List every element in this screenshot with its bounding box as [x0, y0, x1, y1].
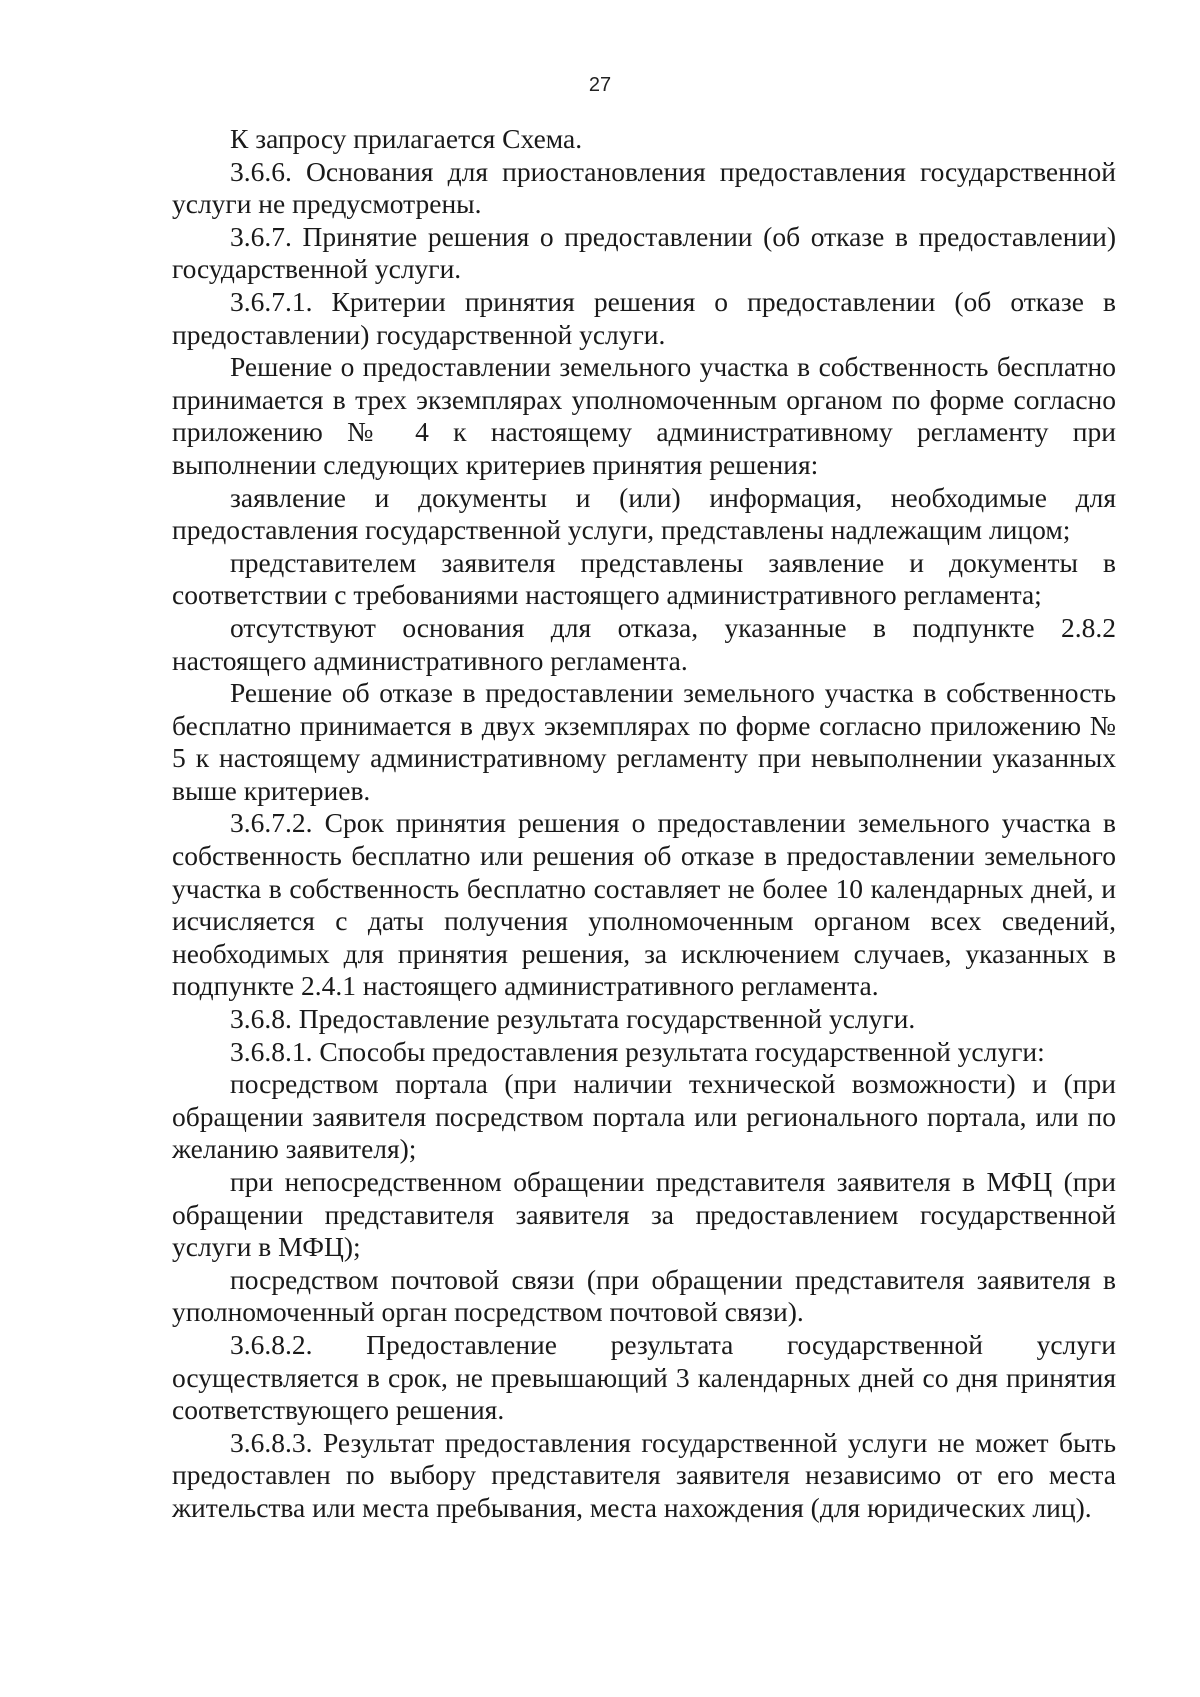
paragraph-decision-refusal: Решение об отказе в предоставлении земельного участка в собственность бесплатно принимается в двух экземплярах по форме согласно приложению № 5 к настоящему административному регламенту при невыполнении указанных выше критериев. [172, 677, 1116, 806]
paragraph-3-6-7-2: 3.6.7.2. Срок принятия решения о предоставлении земельного участка в собственность бесплатно или решения об отказе в предоставлении земельного участка в собственность бесплатно составляет не более 10 календарных дней, и исчисляется с даты получения уполномоченным органом всех сведений, необходимых для принятия решения, за исключением случаев, указанных в подпункте 2.4.1 настоящего административного регламента. [172, 807, 1116, 1002]
paragraph-3-6-7-1: 3.6.7.1. Критерии принятия решения о предоставлении (об отказе в предоставлении) государственной услуги. [172, 285, 1116, 350]
paragraph-3-6-7: 3.6.7. Принятие решения о предоставлении (об отказе в предоставлении) государственной услуги. [172, 220, 1116, 285]
paragraph-3-6-8-1: 3.6.8.1. Способы предоставления результата государственной услуги: [230, 1035, 1045, 1067]
paragraph-3-6-6: 3.6.6. Основания для приостановления предоставления государственной услуги не предусмотрены. [172, 155, 1116, 220]
paragraph-attachment-scheme: К запросу прилагается Схема. [230, 123, 583, 154]
criterion-item-3: отсутствуют основания для отказа, указанные в подпункте 2.8.2 настоящего административного регламента. [172, 611, 1116, 676]
paragraph-3-6-8-3: 3.6.8.3. Результат предоставления государственной услуги не может быть предоставлен по выбору представителя заявителя независимо от его места жительства или места пребывания, места нахождения (для юридических лиц). [172, 1426, 1116, 1523]
criterion-item-1: заявление и документы и (или) информация, необходимые для предоставления государственной услуги, представлены надлежащим лицом; [172, 481, 1116, 546]
document-body [172, 123, 1116, 1525]
delivery-method-portal: посредством портала (при наличии технической возможности) и (при обращении заявителя посредством портала или регионального портала, или по желанию заявителя); [172, 1068, 1116, 1165]
paragraph-3-6-8-2: 3.6.8.2. Предоставление результата государственной услуги осуществляется в срок, не превышающий 3 календарных дней со дня принятия соответствующего решения. [172, 1328, 1116, 1426]
page-number: 27 [588, 74, 612, 96]
delivery-method-mfc: при непосредственном обращении представителя заявителя в МФЦ (при обращении представителя заявителя за предоставлением государственной услуги в МФЦ); [172, 1166, 1116, 1263]
paragraph-decision-grant: Решение о предоставлении земельного участка в собственность бесплатно принимается в трех экземплярах уполномоченным органом по форме согласно приложению № 4 к настоящему административному регламенту при выполнении следующих критериев принятия решения: [172, 351, 1116, 480]
paragraph-3-6-8: 3.6.8. Предоставление результата государственной услуги. [230, 1003, 916, 1035]
criterion-item-2: представителем заявителя представлены заявление и документы в соответствии с требованиями настоящего административного регламента; [172, 546, 1116, 611]
delivery-method-post: посредством почтовой связи (при обращении представителя заявителя в уполномоченный орган посредством почтовой связи). [172, 1263, 1116, 1328]
